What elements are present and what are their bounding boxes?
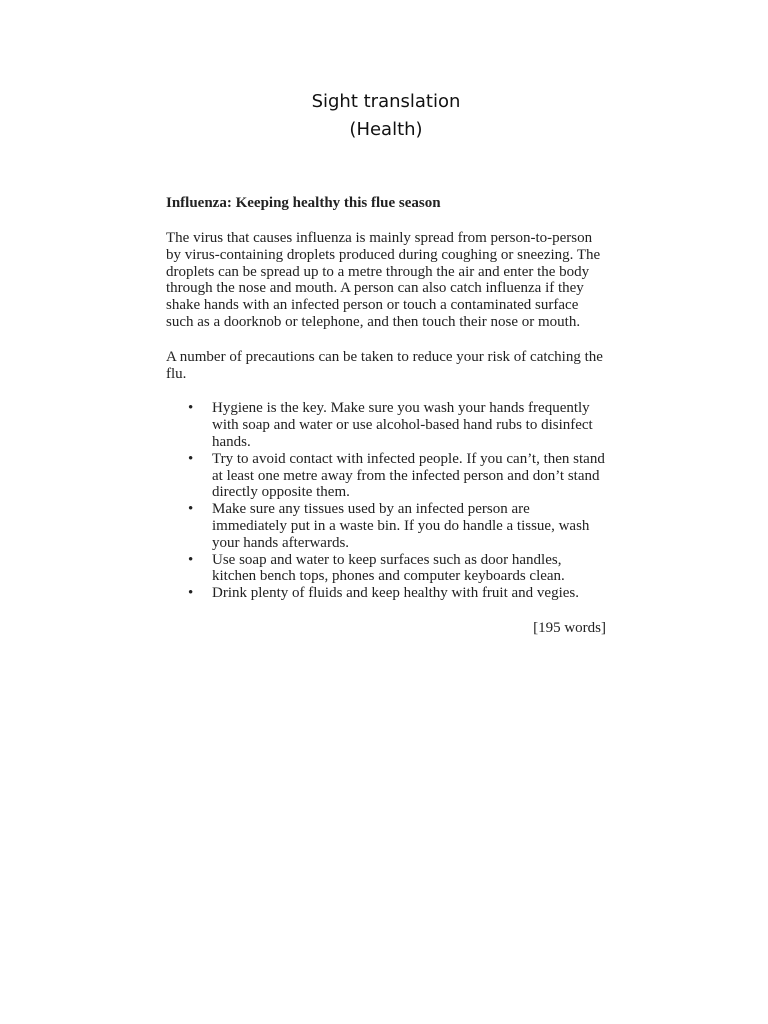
list-item-text: Hygiene is the key. Make sure you wash your hands frequently with soap and water or use alcohol-based hand rubs to disinfect hands.: [212, 400, 593, 450]
title-line-2: (Health): [349, 119, 423, 140]
list-item-text: Try to avoid contact with infected people. If you can’t, then stand at least one metre away from the infected person and don’t stand directly opposite them.: [212, 450, 605, 501]
word-count: [195 words]: [533, 619, 606, 636]
section-heading: Influenza: Keeping healthy this flue season: [166, 195, 441, 211]
bullet-icon: •: [188, 551, 194, 568]
title-line-1: Sight translation: [311, 91, 461, 112]
list-item-text: Drink plenty of fluids and keep healthy with fruit and vegies.: [212, 585, 579, 602]
bullet-icon: •: [188, 585, 194, 602]
precautions-list: [166, 400, 606, 602]
bullet-icon: •: [188, 501, 194, 518]
list-item: [166, 451, 606, 501]
list-item-text: Use soap and water to keep surfaces such as door handles, kitchen bench tops, phones and computer keyboards clean.: [212, 551, 565, 585]
document-title: [166, 88, 606, 144]
bullet-icon: •: [188, 450, 194, 467]
list-item-text: Make sure any tissues used by an infected person are immediately put in a waste bin. If you do handle a tissue, wash your hands afterwards.: [212, 501, 590, 551]
document-page: [166, 88, 606, 637]
list-item: [166, 400, 606, 450]
list-item: [166, 552, 606, 586]
bullet-icon: •: [188, 400, 194, 417]
list-item: [166, 501, 606, 551]
list-item: [166, 585, 606, 602]
paragraph-2: A number of precautions can be taken to reduce your risk of catching the flu.: [166, 348, 603, 382]
paragraph-1: The virus that causes influenza is mainly spread from person-to-person by virus-containing droplets produced during coughing or sneezing. The droplets can be spread up to a metre through the air and enter the body through the nose and mouth. A person can also catch influenza if they shake hands with an infected person or touch a contaminated surface such as a doorknob or telephone, and then touch their nose or mouth.: [166, 230, 601, 330]
